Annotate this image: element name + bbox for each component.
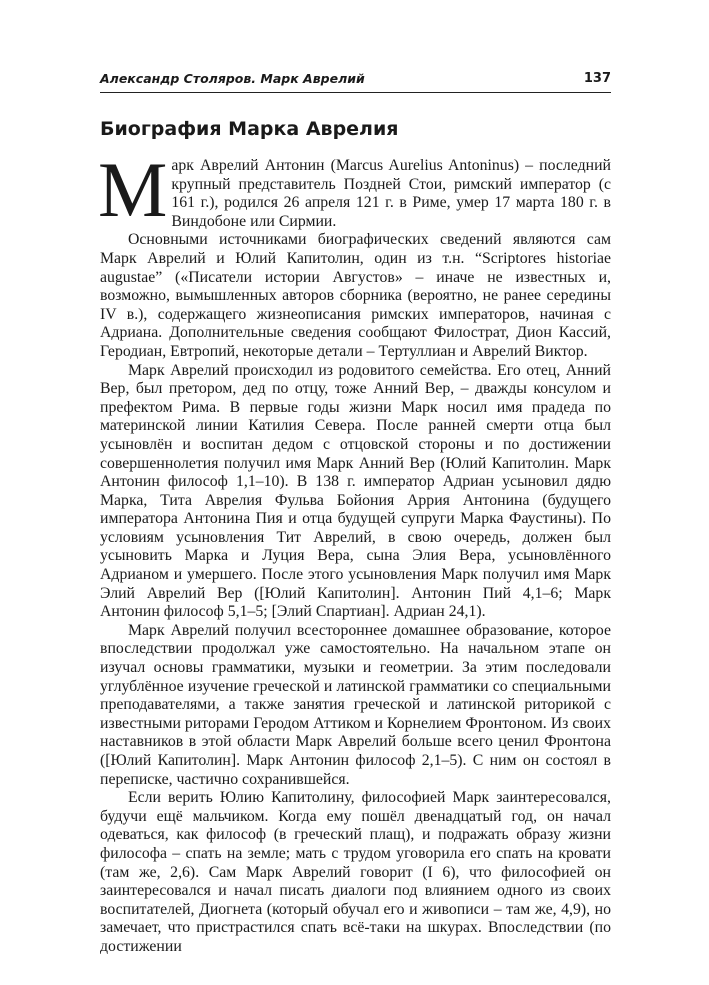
section-title: Биография Марка Аврелия xyxy=(100,118,399,140)
paragraph-5: Если верить Юлию Капитолину, философией Марк заинтересовался, будучи ещё мальчиком. Когда ему пошёл двенадцатый год, он начал одеваться, как философ (в греческий плащ), и подражать образу жизни философа – спать на земле; мать с трудом уговорила его спать на кровати (там же, 2,6). Сам Марк Аврелий говорит (I 6), что философией он заинтересовался и начал писать диалоги под влиянием одного из своих воспитателей, Диогнета (который обучал его и живописи – там же, 4,9), но замечает, что пристрастился спать всё-таки на шкурах. Впоследствии (по достижении xyxy=(100,789,611,955)
paragraph-1-text: арк Аврелий Антонин (Marcus Aurelius Antoninus) – последний крупный представитель Поздней Стои, римский император (с 161 г.), родился 26 апреля 121 г. в Риме, умер 17 марта 180 г. в Виндобоне или Сирмии. xyxy=(171,157,611,230)
paragraph-1 xyxy=(98,146,611,233)
paragraph-3: Марк Аврелий происходил из родовитого семейства. Его отец, Анний Вер, был претором, дед по отцу, тоже Анний Вер, – дважды консулом и префектом Рима. В первые годы жизни Марк носил имя прадеда по материнской линии Катилия Севера. После ранней смерти отца был усыновлён и воспитан дедом с отцовской стороны и по достижении совершеннолетия получил имя Марк Анний Вер (Юлий Капитолин. Марк Антонин философ 1,1–10). В 138 г. император Адриан усыновил дядю Марка, Тита Аврелия Фульва Бойония Аррия Антонина (будущего императора Антонина Пия и отца будущей супруги Марка Фаустины). По условиям усыновления Тит Аврелий, в свою очередь, должен был усыновить Марка и Луция Вера, сына Элия Вера, усыновлённого Адрианом и умершего. После этого усыновления Марк получил имя Марк Элий Аврелий Вер ([Юлий Капитолин]. Антонин Пий 4,1–6; Марк Антонин философ 5,1–5; [Элий Спартиан]. Адриан 24,1). xyxy=(100,361,611,621)
paragraph-4: Марк Аврелий получил всестороннее домашнее образование, которое впоследствии продолжал уже самостоятельно. На начальном этапе он изучал основы грамматики, музыки и геометрии. За этим последовали углублённое изучение греческой и латинской грамматики со специальными преподавателями, а также занятия греческой и латинской риторикой с известными риторами Геродом Аттиком и Корнелием Фронтоном. Из своих наставников в этой области Марк Аврелий больше всего ценил Фронтона ([Юлий Капитолин]. Марк Антонин философ 2,1–5). С ним он состоял в переписке, частично сохранившейся. xyxy=(100,621,611,788)
drop-cap: М xyxy=(98,146,168,233)
paragraph-2: Основными источниками биографических сведений являются сам Марк Аврелий и Юлий Капитолин, один из т.н. “Scriptores historiae augustae” («Писатели истории Августов» – иначе не известных и, возможно, вымышленных авторов сборника (вероятно, не ранее середины IV в.), содержащего жизнеописания римских императоров, начиная с Адриана. Дополнительные сведения сообщают Филострат, Дион Кассий, Геродиан, Евтропий, некоторые детали – Тертуллиан и Аврелий Виктор. xyxy=(100,231,611,360)
running-header xyxy=(100,68,611,93)
page-number: 137 xyxy=(583,71,611,86)
running-title: Александр Столяров. Марк Аврелий xyxy=(100,71,365,86)
body-text xyxy=(98,146,611,957)
